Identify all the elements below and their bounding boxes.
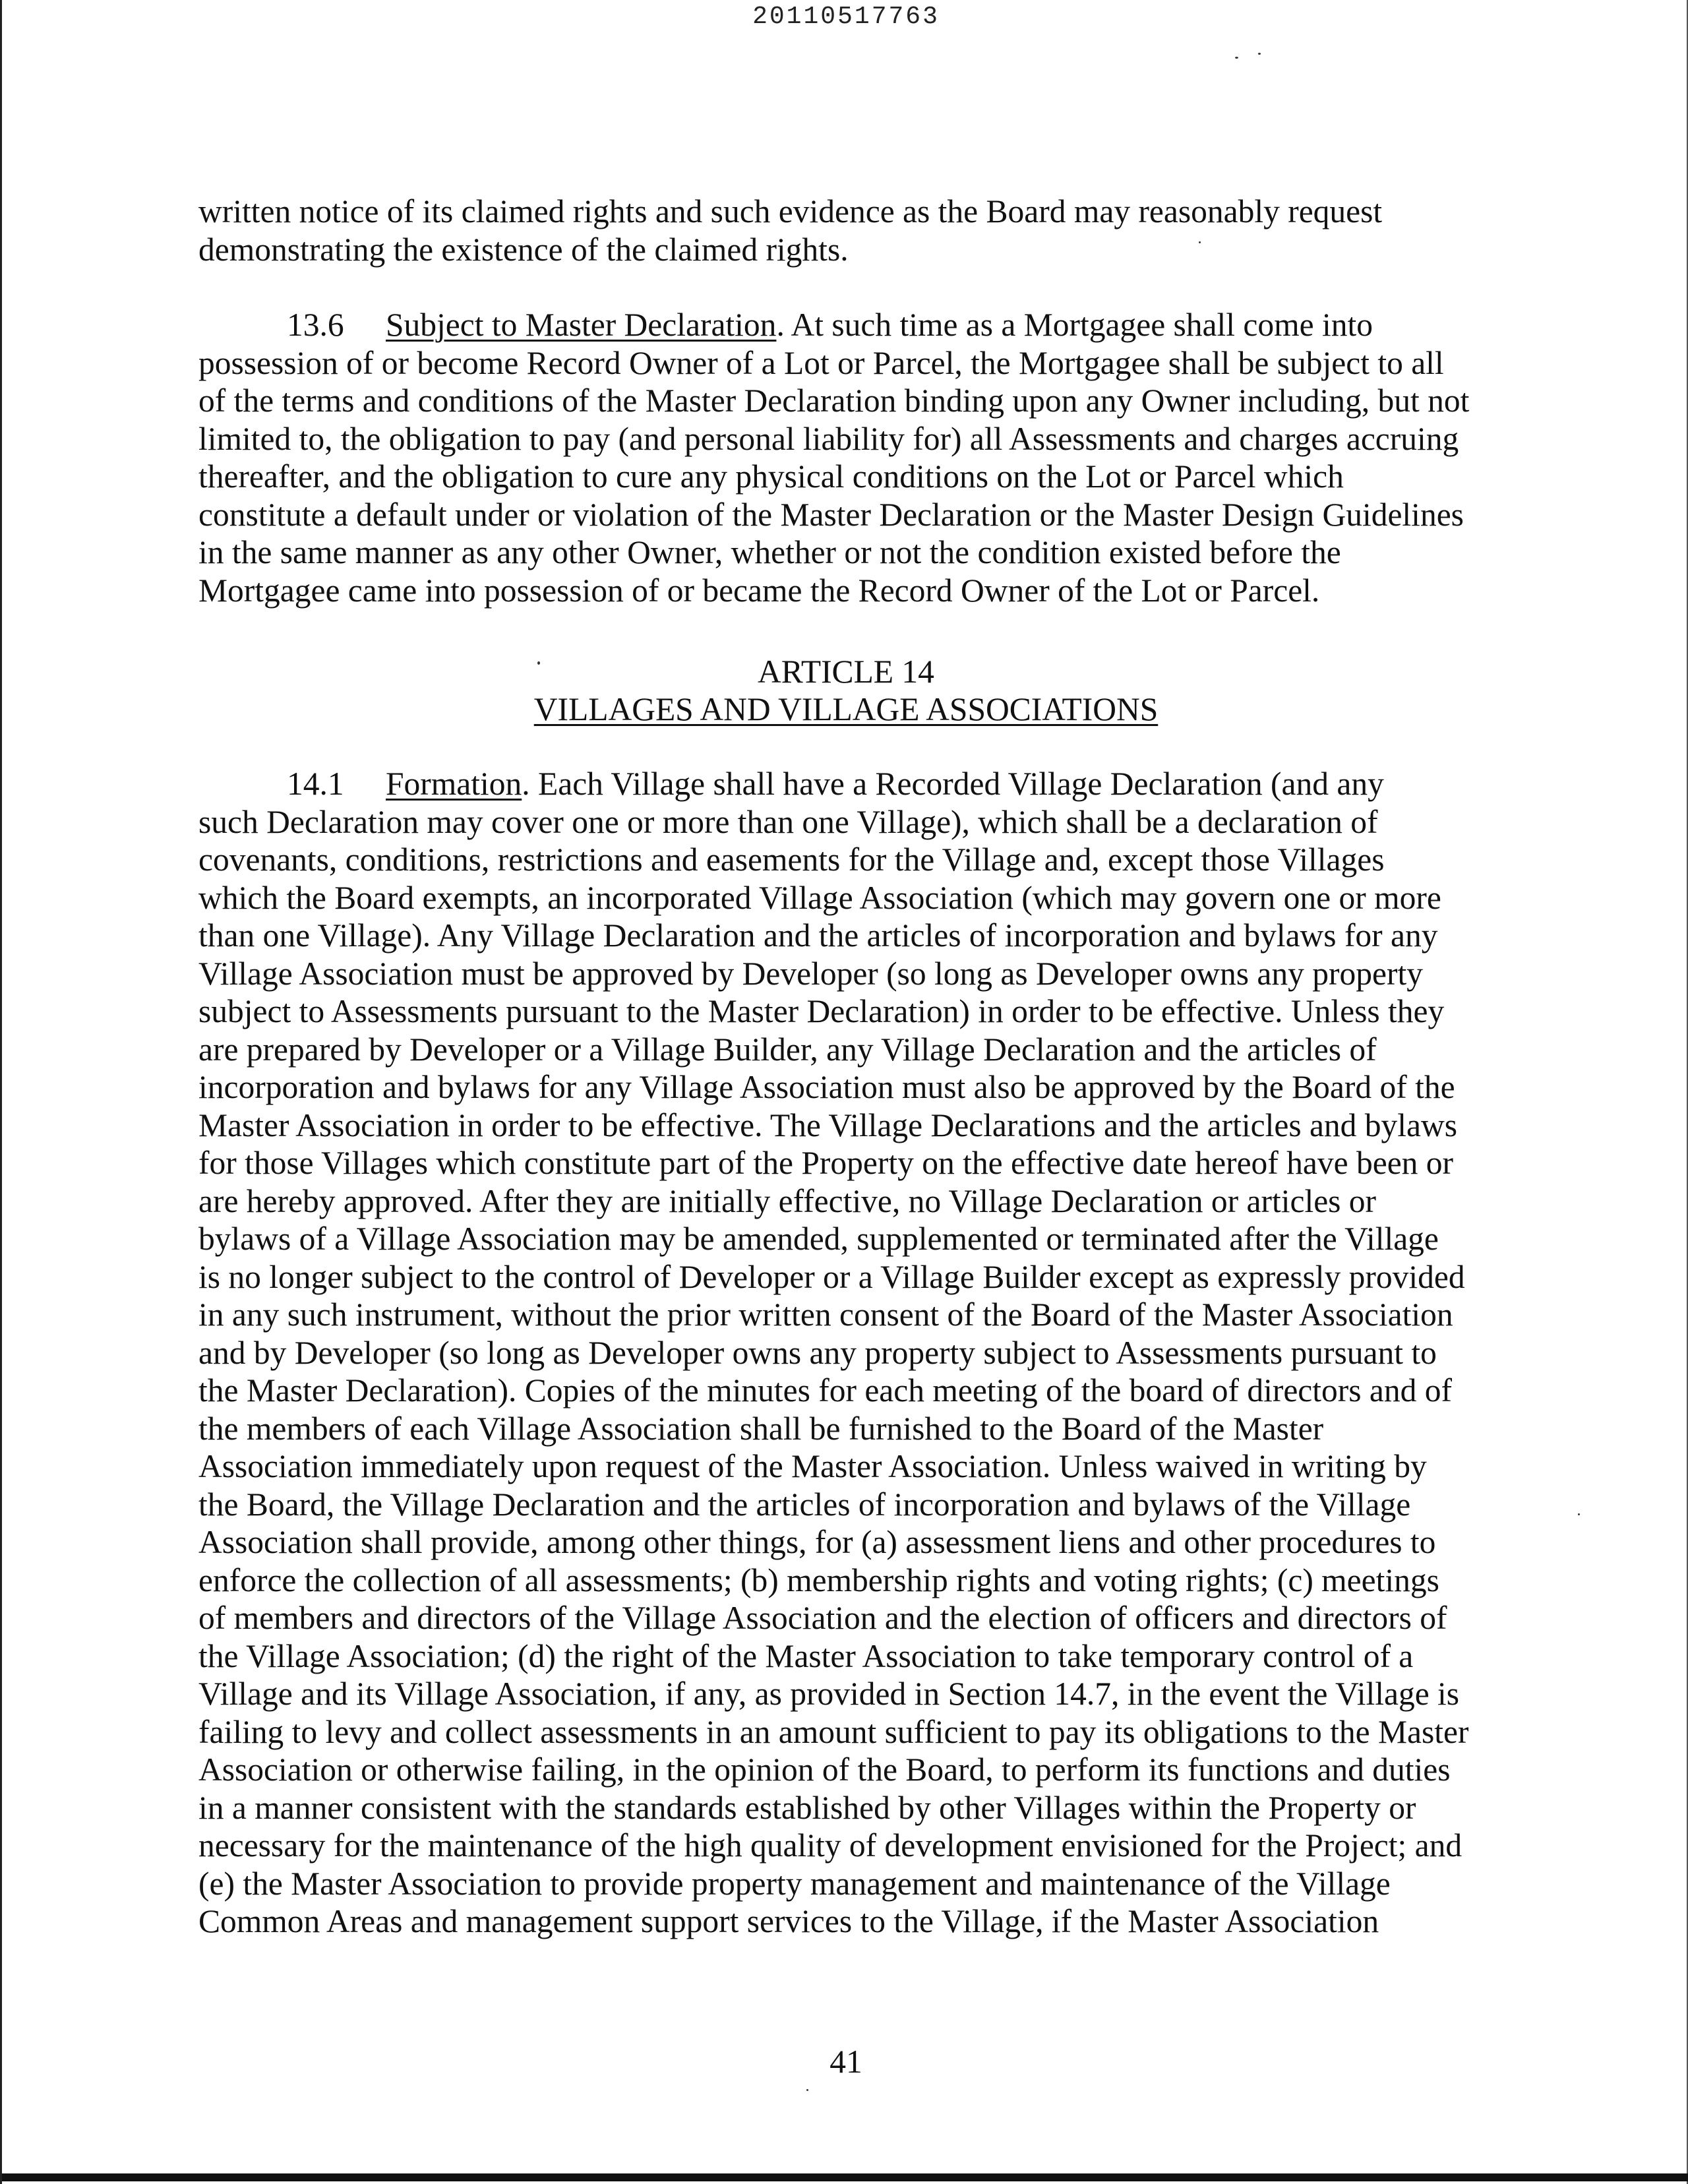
- paragraph-line: subject to Assessments pursuant to the Master Declaration) in order to be effective. Unless they: [198, 993, 1445, 1029]
- paragraph-line: Association shall provide, among other things, for (a) assessment liens and other procedures to: [198, 1524, 1436, 1560]
- paragraph-line: failing to levy and collect assessments in an amount sufficient to pay its obligations to the Master: [198, 1713, 1469, 1750]
- paragraph-line: are hereby approved. After they are initially effective, no Village Declaration or articles or: [198, 1182, 1377, 1219]
- paragraph-line: limited to, the obligation to pay (and personal liability for) all Assessments and charges accruing: [198, 420, 1459, 457]
- paragraph-line: the Village Association; (d) the right of the Master Association to take temporary control of a: [198, 1637, 1414, 1674]
- scan-speck: [1199, 241, 1201, 243]
- section-title: Formation: [386, 766, 522, 802]
- paragraph-line: necessary for the maintenance of the high quality of development envisioned for the Project; and: [198, 1827, 1462, 1864]
- document-number: 20110517763: [752, 3, 940, 31]
- section-number: 14.1: [287, 766, 344, 802]
- section-first-line: [198, 306, 1491, 344]
- paragraph-line: enforce the collection of all assessments; (b) membership rights and voting rights; (c) meetings: [198, 1562, 1439, 1598]
- paragraph-line: (e) the Master Association to provide property management and maintenance of the Village: [198, 1865, 1391, 1902]
- paragraph-line: and by Developer (so long as Developer owns any property subject to Assessments pursuant to: [198, 1334, 1437, 1371]
- paragraph-line: bylaws of a Village Association may be amended, supplemented or terminated after the Village: [198, 1221, 1439, 1257]
- paragraph-line: such Declaration may cover one or more than one Village), which shall be a declaration of: [198, 803, 1378, 840]
- article-title-text: VILLAGES AND VILLAGE ASSOCIATIONS: [533, 691, 1159, 727]
- paragraph-line: for those Villages which constitute part of the Property on the effective date hereof have been or: [198, 1145, 1454, 1181]
- article-number: ARTICLE 14: [758, 653, 934, 690]
- paragraph-line: is no longer subject to the control of Developer or a Village Builder except as expressly provided: [198, 1258, 1465, 1295]
- paragraph-line: in the same manner as any other Owner, whether or not the condition existed before the: [198, 534, 1341, 570]
- paragraph-line: possession of or become Record Owner of a Lot or Parcel, the Mortgagee shall be subject to all: [198, 344, 1444, 381]
- scan-speck: [1578, 1513, 1580, 1515]
- paragraph-line: written notice of its claimed rights and such evidence as the Board may reasonably request: [198, 193, 1383, 229]
- section-first-line-text: . Each Village shall have a Recorded Village Declaration (and any: [522, 766, 1384, 802]
- paragraph-line: Village and its Village Association, if any, as provided in Section 14.7, in the event the Village is: [198, 1676, 1460, 1712]
- article-title: [2, 690, 1688, 729]
- scan-speck: [806, 2089, 808, 2091]
- paragraph-line: which the Board exempts, an incorporated Village Association (which may govern one or more: [198, 879, 1441, 916]
- paragraph-line: are prepared by Developer or a Village Builder, any Village Declaration and the articles of: [198, 1031, 1377, 1068]
- paragraph-line: than one Village). Any Village Declaration and the articles of incorporation and bylaws for any: [198, 917, 1438, 954]
- paragraph-line: the Master Declaration). Copies of the minutes for each meeting of the board of directors and of: [198, 1372, 1452, 1409]
- paragraph-line: in any such instrument, without the prior written consent of the Board of the Master Association: [198, 1296, 1453, 1333]
- scan-speck: [537, 661, 540, 665]
- section-first-line-text: . At such time as a Mortgagee shall come into: [776, 307, 1373, 343]
- paragraph-line: Mortgagee came into possession of or became the Record Owner of the Lot or Parcel.: [198, 572, 1320, 609]
- scan-speck: [1258, 53, 1261, 55]
- paragraph-line: demonstrating the existence of the claimed rights.: [198, 231, 849, 268]
- paragraph-line: Village Association must be approved by Developer (so long as Developer owns any property: [198, 955, 1423, 992]
- bottom-border: [2, 2173, 1688, 2181]
- paragraph-line: Master Association in order to be effective. The Village Declarations and the articles and bylaws: [198, 1107, 1458, 1143]
- paragraph-line: of the terms and conditions of the Master Declaration binding upon any Owner including, but not: [198, 382, 1470, 419]
- section-13-6: [198, 306, 1491, 609]
- continuation-paragraph: [198, 193, 1491, 268]
- paragraph-line: the Board, the Village Declaration and the articles of incorporation and bylaws of the Village: [198, 1486, 1411, 1523]
- paragraph-line: covenants, conditions, restrictions and easements for the Village and, except those Villages: [198, 841, 1385, 878]
- paragraph-line: constitute a default under or violation of the Master Declaration or the Master Design Guidelines: [198, 496, 1464, 533]
- paragraph-line: the members of each Village Association shall be furnished to the Board of the Master: [198, 1410, 1324, 1447]
- paragraph-line: Association or otherwise failing, in the opinion of the Board, to perform its functions and duties: [198, 1751, 1451, 1788]
- section-first-line: [198, 765, 1491, 803]
- paragraph-line: of members and directors of the Village Association and the election of officers and directors of: [198, 1600, 1447, 1636]
- page-number: 41: [829, 2044, 862, 2080]
- paragraph-line: Association immediately upon request of the Master Association. Unless waived in writing by: [198, 1448, 1427, 1484]
- paragraph-line: Common Areas and management support services to the Village, if the Master Association: [198, 1903, 1379, 1939]
- section-number: 13.6: [287, 307, 344, 343]
- scan-speck: [1235, 57, 1238, 59]
- paragraph-line: in a manner consistent with the standards established by other Villages within the Property or: [198, 1789, 1416, 1826]
- section-14-1: [198, 765, 1491, 1941]
- paragraph-line: incorporation and bylaws for any Village Association must also be approved by the Board of the: [198, 1069, 1455, 1105]
- section-title: Subject to Master Declaration: [386, 307, 777, 343]
- paragraph-line: thereafter, and the obligation to cure any physical conditions on the Lot or Parcel which: [198, 458, 1344, 495]
